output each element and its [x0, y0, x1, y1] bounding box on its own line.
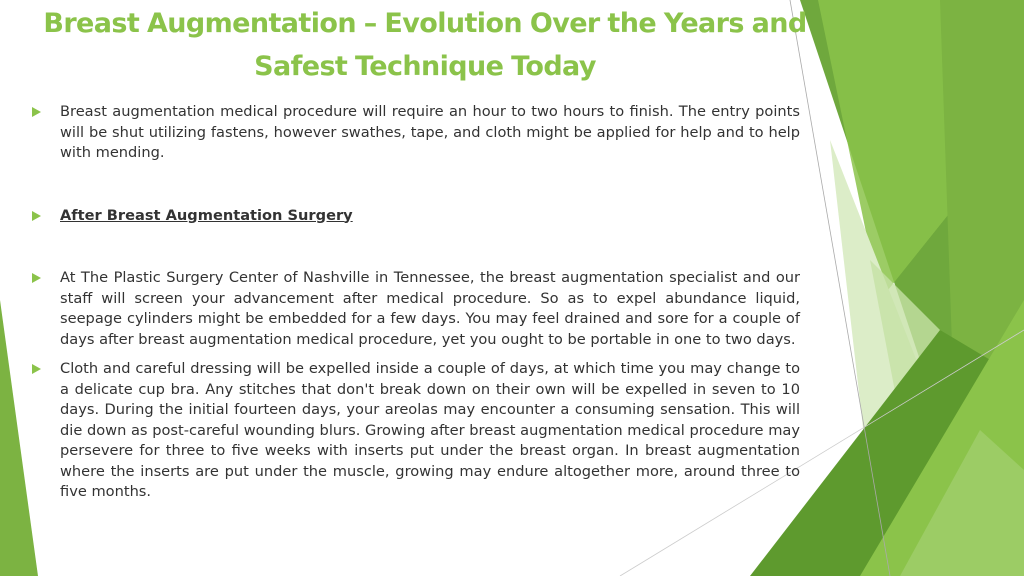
bullet-item — [30, 102, 800, 164]
bullet-list — [30, 102, 800, 503]
after-surgery-link[interactable]: After Breast Augmentation Surgery — [60, 206, 353, 224]
bullet-text: At The Plastic Surgery Center of Nashville in Tennessee, the breast augmentation specialist and our staff will screen your advancement after medical procedure. So as to expel abundance liquid, seepage cylinders might be embedded for a few days. You may feel drained and sore for a couple of days after breast augmentation medical procedure, yet you ought to be portable in one to two days. — [60, 269, 800, 348]
triangle-bullet-icon — [32, 273, 41, 283]
triangle-bullet-icon — [32, 211, 41, 221]
triangle-bullet-icon — [32, 364, 41, 374]
slide-title: Breast Augmentation – Evolution Over the Years and Safest Technique Today — [43, 8, 807, 82]
triangle-bullet-icon — [32, 107, 41, 117]
bullet-item — [30, 206, 800, 227]
bullet-text: Cloth and careful dressing will be expelled inside a couple of days, at which time you may change to a delicate cup bra. Any stitches that don't break down on their own will be expelled in seven to 10 days. During the initial fourteen days, your areolas may encounter a consuming sensation. This will die down as post-careful wounding blurs. Growing after breast augmentation medical procedure may persevere for three to five weeks with inserts put under the breast organ. In breast augmentation where the inserts are put under the muscle, growing may endure altogether more, around three to five months. — [60, 360, 800, 500]
bullet-item — [30, 359, 800, 503]
bullet-text: Breast augmentation medical procedure will require an hour to two hours to finish. The entry points will be shut utilizing fastens, however swathes, tape, and cloth might be applied for help and to help with mending. — [60, 103, 800, 161]
bullet-item — [30, 268, 800, 350]
